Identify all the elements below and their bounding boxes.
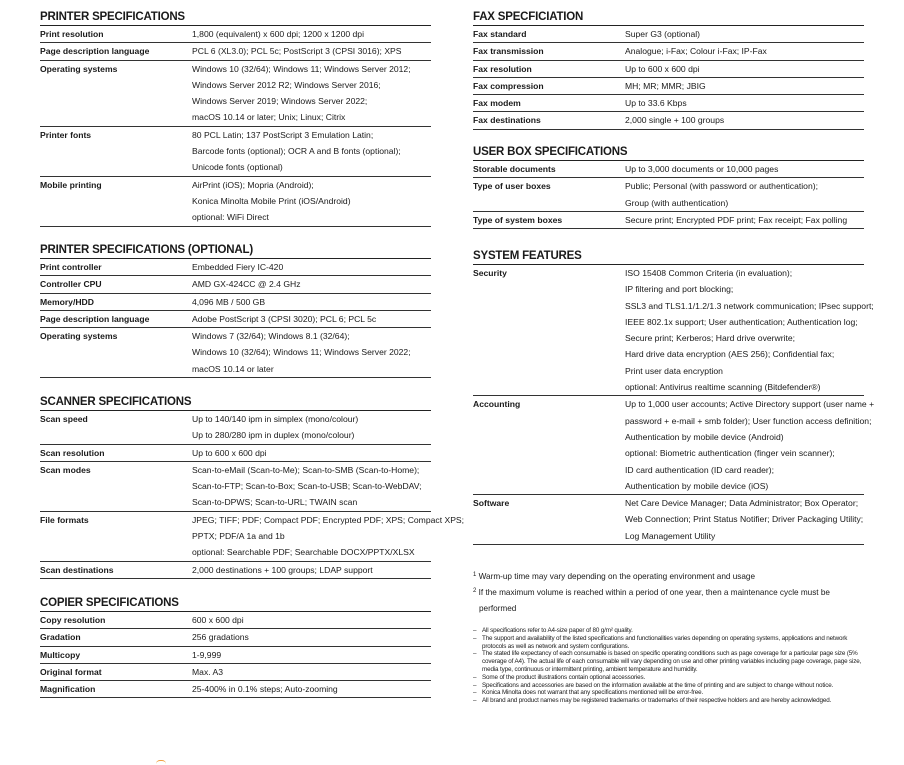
spec-value-line: Authentication by mobile device (Android) xyxy=(625,431,784,442)
spec-row xyxy=(473,26,864,43)
spec-values xyxy=(192,664,431,680)
spec-label: Fax transmission xyxy=(473,46,544,57)
printer-section-title: PRINTER SPECIFICATIONS xyxy=(40,9,431,26)
spec-row xyxy=(40,512,465,562)
spec-value-line: password + e-mail + smb folder); User function access definition; xyxy=(625,415,872,426)
spec-row xyxy=(40,43,431,60)
disclaimer-notes xyxy=(473,627,868,705)
section-fax xyxy=(473,9,864,130)
spec-values xyxy=(192,61,431,126)
spec-row xyxy=(40,612,431,629)
spec-values xyxy=(192,562,431,578)
spec-value-line: 256 gradations xyxy=(192,632,249,643)
spec-row xyxy=(473,265,874,396)
spec-value-line: 1-9,999 xyxy=(192,649,222,660)
spec-values xyxy=(192,43,431,59)
spec-value-line: Scan-to-DPWS; Scan-to-URL; TWAIN scan xyxy=(192,497,358,508)
spec-value-line: 1,800 (equivalent) x 600 dpi; 1200 x 1200 dpi xyxy=(192,29,365,39)
footnote-2-text: If the maximum volume is reached within a period of one year, then a maintenance cycle must be xyxy=(478,588,830,597)
spec-row xyxy=(40,177,431,227)
spec-label: Scan speed xyxy=(40,414,88,424)
spec-value-line: Windows 7 (32/64); Windows 8.1 (32/64); xyxy=(192,331,350,342)
spec-row xyxy=(40,681,431,698)
spec-value-line: macOS 10.14 or later; Unix; Linux; Citrix xyxy=(192,112,346,123)
spec-label: Gradation xyxy=(40,632,81,643)
spec-label: Storable documents xyxy=(473,164,556,174)
spec-value-line: 80 PCL Latin; 137 PostScript 3 Emulation Latin; xyxy=(192,129,374,140)
spec-label: Copy resolution xyxy=(40,615,106,625)
footnote-1-marker: 1 xyxy=(473,572,477,578)
spec-value-line: Windows 10 (32/64); Windows 11; Windows Server 2012; xyxy=(192,63,411,74)
spec-value-line: Secure print; Kerberos; Hard drive overwrite; xyxy=(625,333,796,344)
spec-value-line: Scan-to-FTP; Scan-to-Box; Scan-to-USB; Scan-to-WebDAV; xyxy=(192,481,422,492)
spec-values xyxy=(625,95,864,111)
spec-row xyxy=(473,396,875,495)
footnote-1 xyxy=(473,569,868,585)
spec-values xyxy=(192,276,431,292)
footnote-2 xyxy=(473,585,868,601)
spec-label: File formats xyxy=(40,514,89,525)
spec-value-line: PCL 6 (XL3.0); PCL 5c; PostScript 3 (CPSI 3016); XPS xyxy=(192,46,402,57)
spec-values xyxy=(192,445,431,461)
spec-values xyxy=(192,512,464,561)
spec-label: Scan destinations xyxy=(40,564,114,575)
spec-values xyxy=(192,294,431,310)
spec-values xyxy=(625,265,874,395)
spec-value-line: optional: Searchable PDF; Searchable DOCX/PPTX/XLSX xyxy=(192,547,415,558)
spec-values xyxy=(192,259,431,275)
spec-values xyxy=(625,178,864,211)
spec-value-line: 2,000 single + 100 groups xyxy=(625,115,725,126)
spec-values xyxy=(625,112,864,128)
spec-label: Original format xyxy=(40,666,102,677)
system-section-title: SYSTEM FEATURES xyxy=(473,248,864,265)
section-scanner xyxy=(40,394,465,579)
spec-values xyxy=(192,629,431,645)
spec-value-line: Barcode fonts (optional); OCR A and B fonts (optional); xyxy=(192,146,401,157)
spec-values xyxy=(625,495,864,544)
spec-label: Security xyxy=(473,268,507,278)
spec-row xyxy=(40,127,431,177)
spec-label: Scan resolution xyxy=(40,447,105,458)
spec-value-line: IP filtering and port blocking; xyxy=(625,284,734,295)
spec-value-line: ID card authentication (ID card reader); xyxy=(625,464,775,475)
spec-label: Fax resolution xyxy=(473,63,532,74)
spec-row xyxy=(473,78,864,95)
spec-value-line: Authentication by mobile device (iOS) xyxy=(625,480,769,491)
spec-row xyxy=(473,61,864,78)
note-support: – The support and availability of the listed specifications and functionalities varies depending on operating systems, applications and network protocols as well as network and system configurations. xyxy=(473,635,868,651)
spec-values xyxy=(192,26,431,42)
spec-values xyxy=(192,177,431,226)
fax-section-title: FAX SPECFICIATION xyxy=(473,9,864,26)
spec-value-line: Secure print; Encrypted PDF print; Fax receipt; Fax polling xyxy=(625,214,848,225)
spec-value-line: 4,096 MB / 500 GB xyxy=(192,296,266,307)
spec-row xyxy=(473,495,864,545)
spec-row xyxy=(40,445,431,462)
spec-value-line: Super G3 (optional) xyxy=(625,29,700,39)
spec-label: Controller CPU xyxy=(40,279,102,290)
spec-value-line: optional: WiFi Direct xyxy=(192,212,269,223)
footnote-2-marker: 2 xyxy=(473,588,477,594)
spec-value-line: PPTX; PDF/A 1a and 1b xyxy=(192,531,285,542)
spec-row xyxy=(473,212,864,229)
spec-row xyxy=(473,95,864,112)
note-paper: – All specifications refer to A4-size paper of 80 g/m² quality. xyxy=(473,627,868,635)
spec-label: Mobile printing xyxy=(40,179,102,190)
spec-label: Fax standard xyxy=(473,29,527,39)
spec-values xyxy=(192,681,431,697)
spec-value-line: Windows Server 2012 R2; Windows Server 2016; xyxy=(192,79,381,90)
spec-values xyxy=(625,43,864,59)
footnotes xyxy=(473,569,868,617)
note-consumables: – The stated life expectancy of each consumable is based on specific operating conditions such as page coverage for a particular page size (5% coverage of A4). The actual life of each consumable will vary depending on use and other printing variables including page coverage, page size, media type, continuous or intermittent printing, ambient temperature and humidity. xyxy=(473,650,868,673)
spec-value-line: ISO 15408 Common Criteria (in evaluation); xyxy=(625,268,793,278)
spec-value-line: AirPrint (iOS); Mopria (Android); xyxy=(192,179,314,190)
spec-value-line: Net Care Device Manager; Data Administrator; Box Operator; xyxy=(625,498,859,509)
spec-label: Print controller xyxy=(40,262,102,272)
spec-label: Magnification xyxy=(40,684,96,695)
copier-section-title: COPIER SPECIFICATIONS xyxy=(40,595,431,612)
section-copier xyxy=(40,595,431,698)
spec-row xyxy=(40,328,431,378)
spec-row xyxy=(40,462,431,512)
spec-value-line: Analogue; i-Fax; Colour i-Fax; IP-Fax xyxy=(625,46,767,57)
printer-optional-section-title: PRINTER SPECIFICATIONS (OPTIONAL) xyxy=(40,242,431,259)
spec-value-line: 2,000 destinations + 100 groups; LDAP support xyxy=(192,564,373,575)
spec-label: Type of system boxes xyxy=(473,214,563,225)
spec-row xyxy=(40,647,431,664)
spec-values xyxy=(625,61,864,77)
spec-value-line: 25-400% in 0.1% steps; Auto-zooming xyxy=(192,684,338,695)
spec-label: Printer fonts xyxy=(40,129,92,140)
spec-value-line: JPEG; TIFF; PDF; Compact PDF; Encrypted PDF; XPS; Compact XPS; xyxy=(192,514,465,525)
spec-row xyxy=(40,562,431,579)
spec-row xyxy=(473,161,864,178)
spec-row xyxy=(40,664,431,681)
spec-values xyxy=(192,462,431,511)
spec-label: Print resolution xyxy=(40,29,104,39)
note-warranty: – Konica Minolta does not warrant that any specifications mentioned will be error-free. xyxy=(473,689,868,697)
section-printer-optional xyxy=(40,242,431,378)
spec-value-line: Up to 600 x 600 dpi xyxy=(625,63,700,74)
spec-value-line: Group (with authentication) xyxy=(625,197,729,208)
section-system-features xyxy=(473,248,875,545)
note-illustrations: – Some of the product illustrations contain optional accessories. xyxy=(473,674,868,682)
decorative-mark xyxy=(156,760,166,764)
spec-value-line: Hard drive data encryption (AES 256); Confidential fax; xyxy=(625,349,835,360)
spec-label: Multicopy xyxy=(40,649,81,660)
spec-label: Accounting xyxy=(473,399,521,410)
spec-value-line: Up to 1,000 user accounts; Active Directory support (user name + xyxy=(625,399,875,410)
spec-value-line: IEEE 802.1x support; User authentication; Authentication log; xyxy=(625,316,858,327)
spec-label: Page description language xyxy=(40,313,150,324)
footnote-1-text: Warm-up time may vary depending on the operating environment and usage xyxy=(478,572,756,581)
spec-values xyxy=(192,647,431,663)
spec-row xyxy=(40,276,431,293)
spec-values xyxy=(192,411,431,444)
spec-values xyxy=(625,26,864,42)
spec-label: Fax modem xyxy=(473,98,521,109)
spec-value-line: Public; Personal (with password or authentication); xyxy=(625,181,818,192)
spec-row xyxy=(473,43,864,60)
section-user-box xyxy=(473,144,864,229)
spec-value-line: Print user data encryption xyxy=(625,365,723,376)
spec-value-line: Konica Minolta Mobile Print (iOS/Android) xyxy=(192,195,351,206)
spec-value-line: Log Management Utility xyxy=(625,530,716,541)
spec-label: Memory/HDD xyxy=(40,296,94,307)
spec-row xyxy=(473,112,864,129)
spec-value-line: Web Connection; Print Status Notifier; Driver Packaging Utility; xyxy=(625,514,864,525)
spec-value-line: Up to 280/280 ipm in duplex (mono/colour) xyxy=(192,430,355,441)
spec-value-line: Up to 33.6 Kbps xyxy=(625,98,687,109)
spec-value-line: optional: Biometric authentication (finger vein scanner); xyxy=(625,448,835,459)
spec-row xyxy=(40,26,431,43)
spec-value-line: Adobe PostScript 3 (CPSI 3020); PCL 6; PCL 5c xyxy=(192,313,377,324)
spec-values xyxy=(625,396,874,494)
spec-label: Operating systems xyxy=(40,63,118,74)
spec-values xyxy=(192,328,431,377)
spec-label: Type of user boxes xyxy=(473,181,551,192)
userbox-section-title: USER BOX SPECIFICATIONS xyxy=(473,144,864,161)
spec-value-line: macOS 10.14 or later xyxy=(192,363,274,374)
spec-label: Page description language xyxy=(40,46,150,57)
spec-label: Software xyxy=(473,498,510,509)
spec-row xyxy=(40,311,431,328)
spec-value-line: Up to 600 x 600 dpi xyxy=(192,447,267,458)
spec-value-line: MH; MR; MMR; JBIG xyxy=(625,80,706,91)
spec-value-line: Max. A3 xyxy=(192,666,224,677)
spec-row xyxy=(40,411,431,445)
spec-value-line: SSL3 and TLS1.1/1.2/1.3 network communication; IPsec support; xyxy=(625,300,874,311)
spec-value-line: AMD GX-424CC @ 2.4 GHz xyxy=(192,279,301,290)
spec-label: Fax destinations xyxy=(473,115,541,126)
spec-value-line: Unicode fonts (optional) xyxy=(192,162,283,173)
spec-values xyxy=(625,161,864,177)
spec-row xyxy=(40,294,431,311)
spec-value-line: optional: Antivirus realtime scanning (Bitdefender®) xyxy=(625,382,821,393)
spec-row xyxy=(40,259,431,276)
spec-value-line: 600 x 600 dpi xyxy=(192,615,244,625)
spec-value-line: Embedded Fiery IC-420 xyxy=(192,262,284,272)
spec-values xyxy=(625,78,864,94)
spec-label: Operating systems xyxy=(40,331,118,342)
spec-values xyxy=(192,612,431,628)
spec-row xyxy=(473,178,864,212)
spec-value-line: Windows Server 2019; Windows Server 2022; xyxy=(192,96,368,107)
spec-label: Fax compression xyxy=(473,80,544,91)
section-printer xyxy=(40,9,431,227)
spec-value-line: Scan-to-eMail (Scan-to-Me); Scan-to-SMB (Scan-to-Home); xyxy=(192,464,420,475)
spec-values xyxy=(192,127,431,176)
spec-values xyxy=(625,212,864,228)
note-specifications: – Specifications and accessories are based on the information available at the time of printing and are subject to change without notice. xyxy=(473,682,868,690)
scanner-section-title: SCANNER SPECIFICATIONS xyxy=(40,394,431,411)
spec-values xyxy=(192,311,431,327)
spec-label: Scan modes xyxy=(40,464,91,475)
footnote-2-continued: performed xyxy=(479,604,517,613)
spec-value-line: Up to 140/140 ipm in simplex (mono/colour) xyxy=(192,414,359,424)
spec-value-line: Windows 10 (32/64); Windows 11; Windows Server 2022; xyxy=(192,347,411,358)
spec-row xyxy=(40,61,431,127)
note-trademarks: – All brand and product names may be registered trademarks or trademarks of their respective holders and are hereby acknowledged. xyxy=(473,697,868,705)
spec-row xyxy=(40,629,431,646)
spec-value-line: Up to 3,000 documents or 10,000 pages xyxy=(625,164,779,174)
